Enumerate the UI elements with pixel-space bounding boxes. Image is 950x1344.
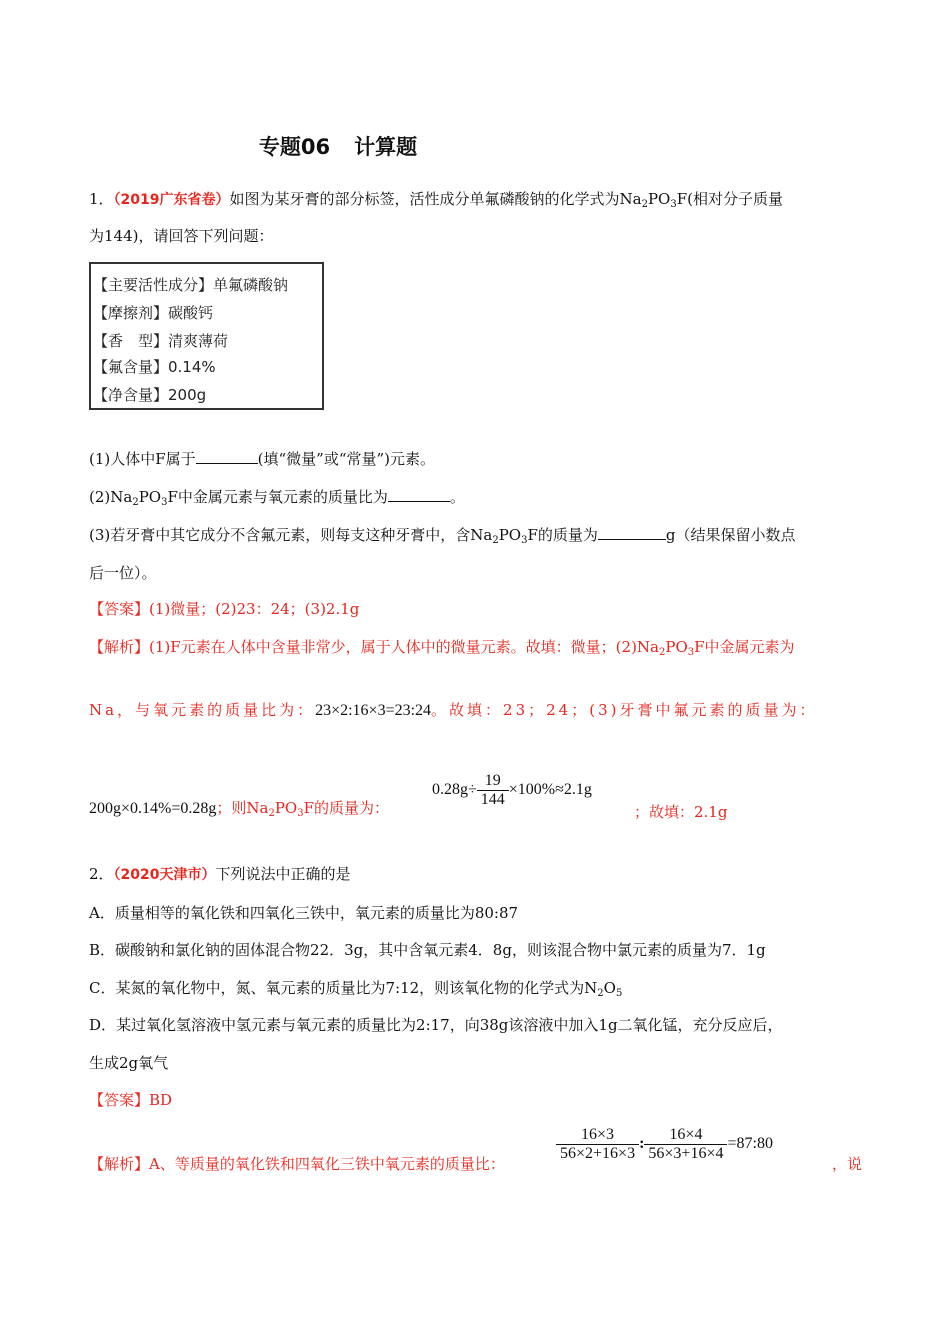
q1-stem-line2: 为144)，请回答下列问题： [89,227,274,245]
formula: 23×2:16×3=23:24 [315,702,432,719]
formula: 200g×0.14%=0.28g [89,800,217,817]
q1-part1: (1)人体中F属于 (填“微量”或“常量”)元素。 [89,450,436,468]
toothpaste-label-box [89,262,324,410]
fraction: $\frac{19}{144}$ [477,772,509,809]
q1-source: （2019广东省卷） [113,192,230,208]
q2-option-b: B．碳酸钠和氯化钠的固体混合物22．3g，其中含氧元素4．8g，则该混合物中氯元素的质量为7．1g [89,941,766,959]
q1-analysis-line2: Na，与氧元素的质量比为：23×2:16×3=23:24。故填：23；24；(3)牙膏中氟元素的质量为： [89,701,818,719]
q1-answer: 【答案】(1)微量；(2)23：24；(3)2.1g [89,600,360,618]
q2-option-c: C．某氮的氧化物中，氮、氧元素的质量比为7:12，则该氧化物的化学式为$N_2O_5$ [89,979,623,999]
page-title [0,131,676,161]
label-row: 【主要活性成分】单氟磷酸钠 [93,276,289,294]
answer-blank[interactable] [388,487,450,502]
q1-part3-line2: 后一位）。 [89,564,157,582]
q1-analysis-line3-a: 200g×0.14%=0.28g；则$Na_2PO_3F$的质量为： [89,799,390,819]
q1-part2: $(2)Na_2PO_3F$中金属元素与氧元素的质量比为 。 [89,488,465,508]
q2-source: （2020天津市） [113,867,216,883]
title-sub: 计算题 [354,135,418,159]
q2-fraction-formula: $\frac{16\times 3}{56\times 2+16\times 3}$ : $\frac{16\times 4}{56\times 3+16\times 4}$ =87:80 [556,1126,773,1163]
q1-stem: 1．（2019广东省卷）如图为某牙膏的部分标签，活性成分单氟磷酸钠的化学式为$Na_2PO_3F$(相对分子质量 [89,190,783,210]
fraction: $\frac{16\times 4}{56\times 3+16\times 4}$ [644,1126,727,1163]
q2-option-d-line2: 生成2g氧气 [89,1054,169,1072]
q1-fraction-formula: 0.28g÷ $\frac{19}{144}$ ×100%≈2.1g [432,772,592,808]
fraction: $\frac{16\times 3}{56\times 2+16\times 3}$ [556,1126,639,1163]
label-row: 【香 型】清爽薄荷 [93,332,229,350]
label-row: 【摩擦剂】碳酸钙 [93,304,214,322]
q2-answer: 【答案】BD [89,1091,173,1109]
q2-option-d: D．某过氧化氢溶液中氢元素与氧元素的质量比为2:17，向38g该溶液中加入1g二氧化锰，充分反应后， [89,1016,783,1034]
title-main: 专题06 [258,135,331,159]
q2-stem: 2．（2020天津市）下列说法中正确的是 [89,865,351,883]
q2-analysis-tail: ，说 [832,1155,863,1173]
label-row: 【氟含量】0.14% [93,358,216,376]
label-row: 【净含量】200g [93,386,207,404]
q1-analysis-line3-b: ；故填：2.1g [634,803,728,821]
q2-analysis-text: 【解析】A、等质量的氧化铁和四氧化三铁中氧元素的质量比： [89,1155,505,1173]
answer-blank[interactable] [196,449,258,464]
q1-part3: (3)若牙膏中其它成分不含氟元素，则每支这种牙膏中，含$Na_2PO_3F$的质量为 g（结果保留小数点 [89,526,796,546]
answer-blank[interactable] [598,525,666,540]
q2-option-a: A．质量相等的氧化铁和四氧化三铁中，氧元素的质量比为80:87 [89,904,519,922]
q1-analysis-line1: 【解析】(1)F元素在人体中含量非常少，属于人体中的微量元素。故填：微量；$(2)Na_2PO_3F$中金属元素为 [89,638,795,658]
